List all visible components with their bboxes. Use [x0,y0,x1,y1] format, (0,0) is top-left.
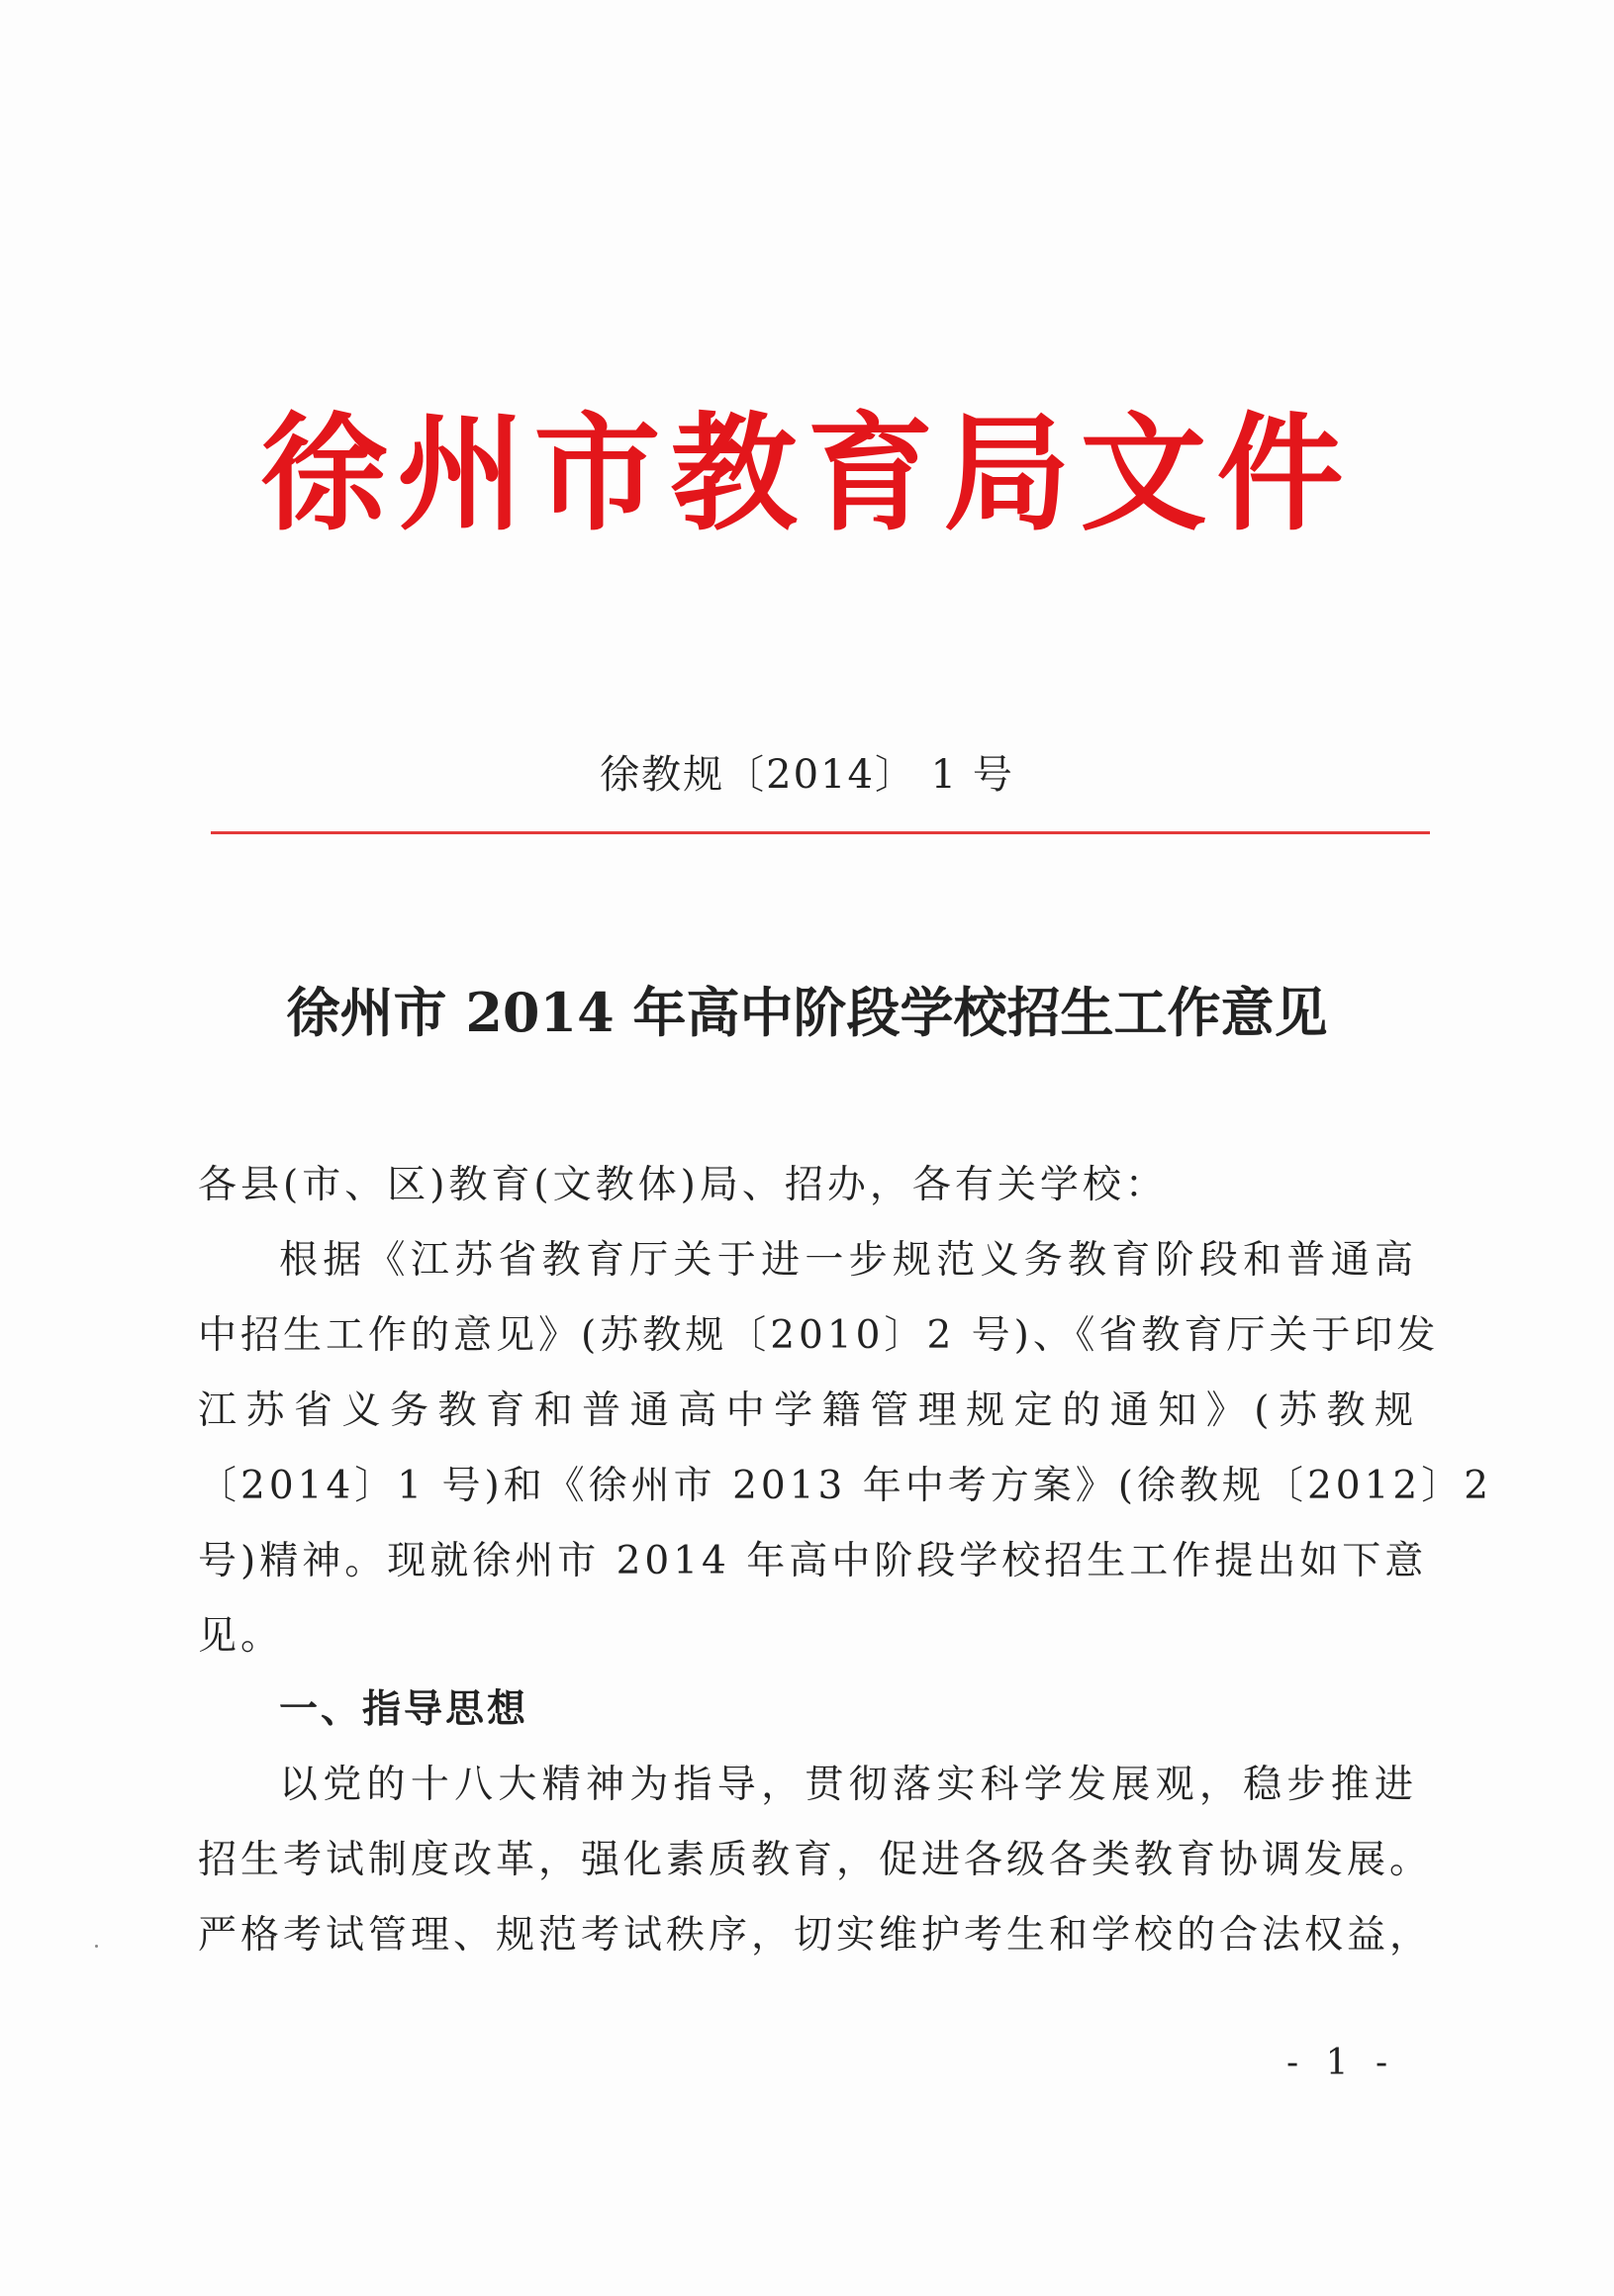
issuer-header-title: 徐州市教育局文件 [260,401,1354,548]
paragraph-guiding-ideology [198,1748,1433,1973]
paragraph-line: 中招生工作的意见》(苏教规〔2010〕2 号)、《省教育厅关于印发 [198,1313,1440,1358]
section-heading-guiding-ideology: 一、指导思想 [279,1687,529,1732]
document-number: 徐教规〔2014〕 1 号 [600,752,1014,798]
paragraph-line: 号)精神。现就徐州市 2014 年高中阶段学校招生工作提出如下意 [198,1539,1428,1583]
document-title: 徐州市 2014 年高中阶段学校招生工作意见 [286,981,1328,1044]
red-divider-line [211,831,1430,834]
paragraph-basis [198,1223,1493,1674]
salutation: 各县(市、区)教育(文教体)局、招办，各有关学校： [198,1163,1168,1207]
page-number: - 1 - [1286,2043,1396,2083]
paragraph-line: 招生考试制度改革，强化素质教育，促进各级各类教育协调发展。 [198,1838,1433,1882]
paragraph-line: 〔2014〕1 号)和《徐州市 2013 年中考方案》(徐教规〔2012〕2 [198,1464,1493,1508]
paragraph-line: 严格考试管理、规范考试秩序，切实维护考生和学校的合法权益， [198,1913,1433,1958]
scan-speck [95,1945,98,1948]
paragraph-line: 以党的十八大精神为指导，贯彻落实科学发展观，稳步推进 [279,1763,1417,1807]
paragraph-line: 见。 [198,1614,284,1659]
paragraph-line: 根据《江苏省教育厅关于进一步规范义务教育阶段和普通高 [279,1238,1417,1283]
paragraph-line: 江苏省义务教育和普通高中学籍管理规定的通知》(苏教规 [198,1388,1417,1433]
